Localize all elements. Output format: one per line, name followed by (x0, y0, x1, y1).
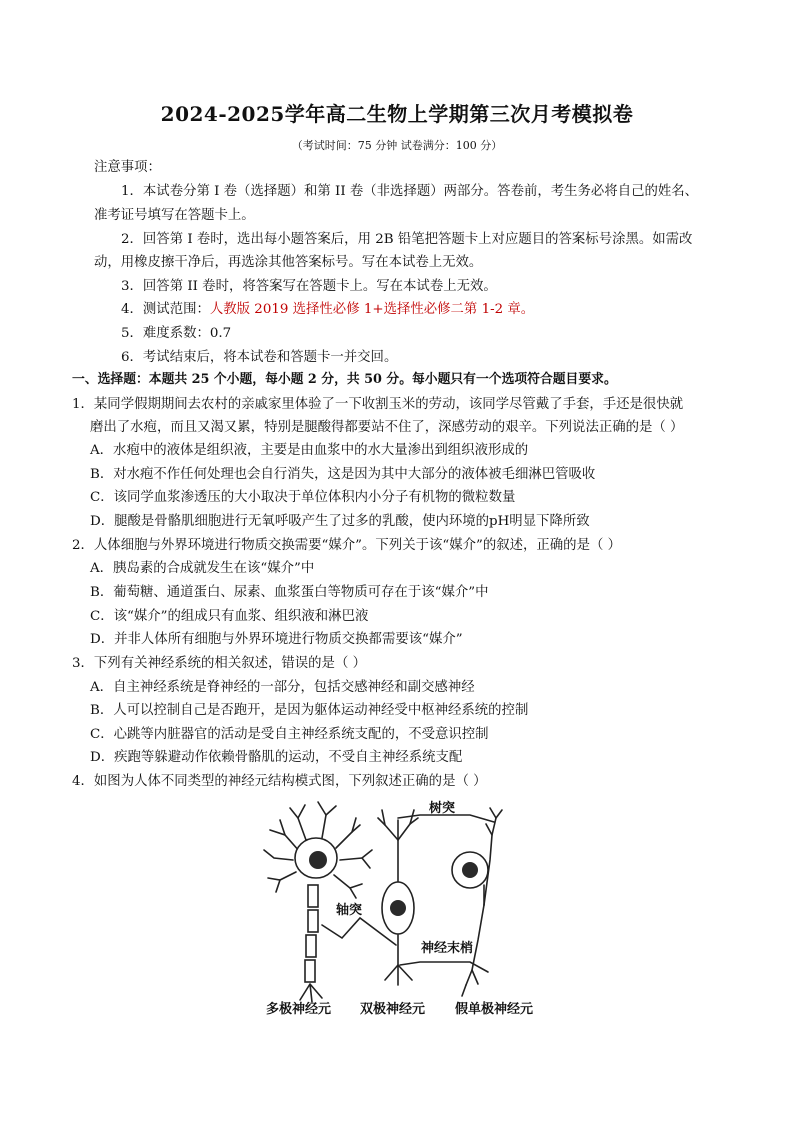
note-item-range-prefix: 4．测试范围： (121, 302, 210, 317)
page-title: 2024-2025学年高二生物上学期第三次月考模拟卷 (160, 102, 634, 126)
label-bipolar: 双极神经元 (360, 1002, 426, 1017)
label-multipolar: 多极神经元 (266, 1002, 332, 1017)
note-item: 6．考试结束后，将本试卷和答题卡一并交回。 (121, 350, 398, 365)
option-b: B．人可以控制自己是否跑开，是因为躯体运动神经受中枢神经系统的控制 (90, 703, 529, 718)
option-c: C．该“媒介”的组成只有血浆、组织液和淋巴液 (90, 609, 369, 624)
multipolar-nucleus (309, 851, 327, 869)
exam-info: （考试时间：75 分钟 试卷满分：100 分） (291, 139, 503, 152)
terminal-callout-line (400, 962, 488, 972)
bipolar-nucleus (390, 900, 406, 916)
cell-bodies (295, 838, 488, 934)
option-a: A．自主神经系统是脊神经的一部分，包括交感神经和副交感神经 (90, 680, 475, 695)
option-b: B．对水疱不作任何处理也会自行消失，这是因为其中大部分的液体被毛细淋巴管吸收 (90, 467, 596, 482)
note-item: 1．本试卷分第 I 卷（选择题）和第 II 卷（非选择题）两部分。答卷前，考生务必将自己的姓名、 (121, 184, 699, 199)
option-c: C．该同学血浆渗透压的大小取决于单位体积内小分子有机物的微粒数量 (90, 490, 516, 505)
question-stem: 3．下列有关神经系统的相关叙述，错误的是（ ） (72, 656, 366, 671)
note-item: 3．回答第 II 卷时，将答案写在答题卡上。写在本试卷上无效。 (121, 279, 497, 294)
note-item: 5．难度系数：0.7 (121, 326, 232, 341)
label-dendrite: 树突 (429, 801, 456, 816)
note-item: 2．回答第 I 卷时，选出每小题答案后，用 2B 铅笔把答题卡上对应题目的答案标号涂黑。如需改 (121, 232, 693, 247)
question-stem: 2．人体细胞与外界环境进行物质交换需要“媒介”。下列关于该“媒介”的叙述，正确的是（ ） (72, 538, 621, 553)
option-b: B．葡萄糖、通道蛋白、尿素、血浆蛋白等物质可存在于该“媒介”中 (90, 585, 489, 600)
option-a: A．水疱中的液体是组织液，主要是由血浆中的水大量渗出到组织液形成的 (90, 443, 529, 458)
pseudounipolar-nucleus (462, 862, 478, 878)
option-c: C．心跳等内脏器官的活动是受自主神经系统支配的，不受意识控制 (90, 727, 489, 742)
notes-heading: 注意事项： (94, 160, 161, 175)
label-nerve-terminal: 神经末梢 (421, 941, 474, 956)
note-item: 准考证号填写在答题卡上。 (94, 208, 255, 223)
question-stem: 磨出了水疱，而且又渴又累，特别是腿酸得都要站不住了，深感劳动的艰辛。下列说法正确的是（ ） (90, 420, 684, 435)
note-item: 动，用橡皮擦干净后，再选涂其他答案标号。写在本试卷上无效。 (94, 255, 483, 270)
multipolar-neuron-axon (300, 885, 322, 1002)
test-range: 人教版 2019 选择性必修 1+选择性必修二第 1-2 章。 (209, 302, 535, 317)
question-stem: 1．某同学假期期间去农村的亲戚家里体验了一下收割玉米的劳动，该同学尽管戴了手套，手还是很快就 (72, 397, 684, 412)
label-axon: 轴突 (336, 903, 363, 918)
question-stem: 4．如图为人体不同类型的神经元结构模式图，下列叙述正确的是（ ） (72, 774, 487, 789)
option-d: D．并非人体所有细胞与外界环境进行物质交换都需要该“媒介” (90, 632, 463, 647)
option-a: A．胰岛素的合成就发生在该“媒介”中 (90, 561, 315, 576)
section-heading: 一、选择题：本题共 25 个小题，每小题 2 分，共 50 分。每小题只有一个选项符合题目要求。 (72, 372, 617, 387)
option-d: D．腿酸是骨骼肌细胞进行无氧呼吸产生了过多的乳酸，使内环境的pH明显下降所致 (90, 514, 590, 529)
option-d: D．疾跑等躲避动作依赖骨骼肌的运动，不受自主神经系统支配 (90, 750, 463, 765)
label-pseudounipolar: 假单极神经元 (455, 1002, 534, 1017)
